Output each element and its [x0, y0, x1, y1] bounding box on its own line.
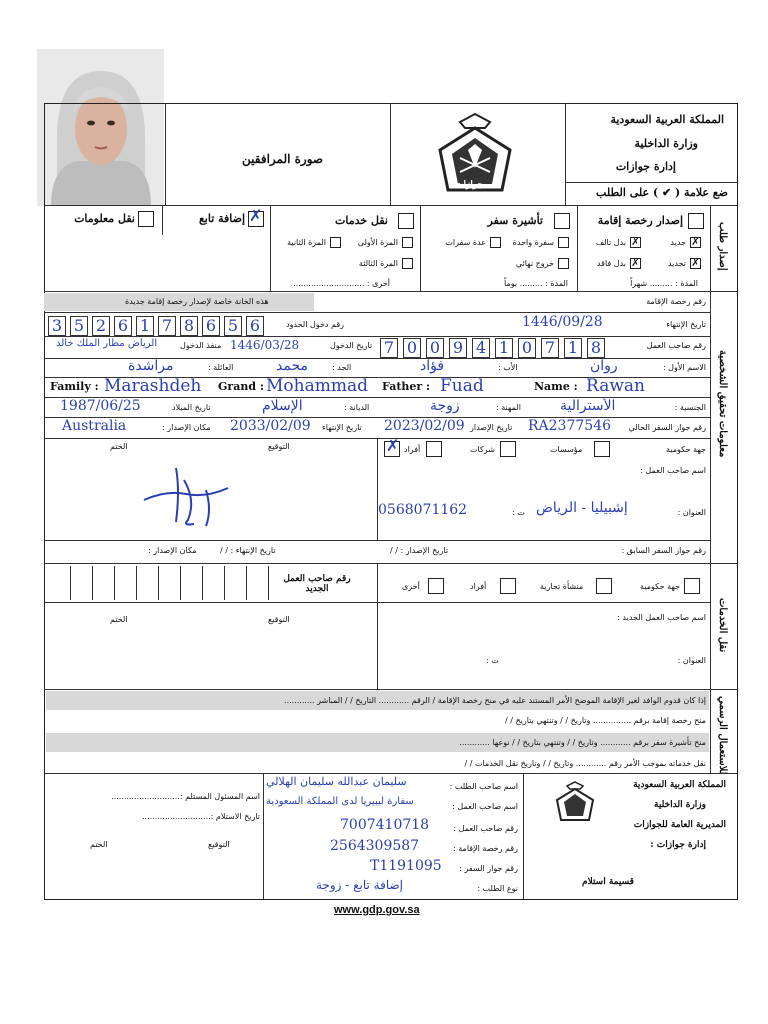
new-employer-name-label: اسم صاحب العمل الجديد :: [617, 613, 706, 622]
receipt-iqama-label: رقم رخصة الإقامة :: [453, 844, 518, 853]
sponsor-inst-checkbox[interactable]: [500, 441, 516, 457]
prev-issue-label: تاريخ الإصدار : / /: [390, 546, 449, 555]
father-en-value: Fuad: [440, 376, 484, 396]
transfer-info-checkbox[interactable]: [138, 211, 154, 227]
receipt-employer-value: سفارة ليبيريا لدى المملكة السعودية: [266, 796, 414, 807]
employer-number-label: رقم صاحب العمل: [646, 341, 706, 350]
new-employer-digits: [48, 566, 270, 600]
receiver-label: اسم المسئول المستلم :...........................: [111, 792, 260, 801]
request-type-label: نوع الطلب :: [477, 884, 518, 893]
sponsor-ind-mark: ✗: [386, 436, 400, 455]
official-line-3: منح تأشيرة سفر برقم ............ وتاريخ / / وتنتهي بتاريخ / / نوعها ............: [459, 738, 706, 747]
digit: 7: [541, 338, 559, 358]
receipt-employer-no-label: رقم صاحب العمل :: [453, 824, 518, 833]
nationality-value: الأسترالية: [560, 398, 616, 414]
iqama-new-label: جديد: [670, 238, 686, 247]
transfer-address-label: العنوان :: [677, 656, 706, 665]
transfer-side-label: نقل الخدمات: [717, 598, 728, 653]
first-name-label: الاسم الأول :: [662, 363, 706, 372]
name-en-value: Rawan: [586, 376, 645, 396]
emblem-caption: جوازات: [455, 180, 484, 190]
iqama-request-label: إصدار رخصة إقامة: [597, 214, 683, 227]
digit: 6: [114, 316, 132, 336]
receipt-passport-label: رقم جواز السفر :: [459, 864, 518, 873]
transfer-services-checkbox[interactable]: [398, 213, 414, 229]
multiple-trips-label: عدة سفرات: [445, 238, 486, 247]
digit: 6: [202, 316, 220, 336]
passport-label: رقم جواز السفر الحالي: [628, 423, 706, 432]
digit: 8: [587, 338, 605, 358]
grandfather-label: الجد :: [332, 363, 352, 372]
receipt-employer-label: اسم صاحب العمل :: [452, 802, 518, 811]
issue-place-value: Australia: [62, 418, 127, 434]
visa-request-label: تأشيرة سفر: [487, 214, 543, 227]
iqama-new-checkbox[interactable]: ✗: [691, 237, 700, 248]
transfer-signature-label: التوقيع: [268, 615, 290, 624]
official-side-label: للاستعمال الرسمي: [717, 696, 728, 775]
department-title: إدارة جوازات: [615, 160, 676, 173]
issue-date-value: 2023/02/09: [384, 418, 465, 434]
profession-label: المهنة :: [496, 403, 521, 412]
prev-passport-label: رقم جواز السفر السابق :: [621, 546, 706, 555]
add-dependent-label: إضافة تابع: [198, 212, 245, 225]
receipt-title: قسيمة استلام: [582, 877, 634, 887]
transfer-other-label: أخرى: [402, 582, 420, 591]
entry-date-label: تاريخ الدخول: [330, 341, 373, 350]
first-time-checkbox[interactable]: [402, 237, 413, 248]
final-exit-label: خروج نهائي: [515, 259, 554, 268]
duration-months-label: المدة : ......... شهراً: [630, 279, 698, 288]
identity-side-label: معلومات تحقيق الشخصية: [717, 350, 728, 458]
entry-date-value: 1446/03/28: [230, 338, 300, 352]
third-time-label: المرة الثالثة: [358, 259, 398, 268]
iqama-number-label: رقم رخصة الإقامة: [646, 297, 706, 306]
third-time-checkbox[interactable]: [402, 258, 413, 269]
footer-website[interactable]: www.gdp.gov.sa: [334, 904, 420, 916]
receipt-ministry: وزارة الداخلية: [654, 800, 706, 810]
sponsor-comp-label: شركات: [470, 445, 495, 454]
family-ar-value: مراشدة: [128, 358, 174, 374]
digit: 5: [224, 316, 242, 336]
kingdom-title: المملكة العربية السعودية: [610, 113, 724, 126]
family-en-label: Family :: [50, 380, 99, 393]
birth-date-value: 1987/06/25: [60, 398, 141, 414]
issue-date-label: تاريخ الإصدار: [470, 423, 513, 432]
single-trip-checkbox[interactable]: [558, 237, 569, 248]
transfer-other-checkbox[interactable]: [428, 578, 444, 594]
receipt-employer-no-value: 7007410718: [340, 817, 430, 833]
entry-port-label: منفذ الدخول: [180, 341, 222, 350]
official-line-1: إذا كان قدوم الوافد لغير الإقامة الموضح الأمر المستند عليه في منح رخصة الإقامة / الرقم ............ التاريخ / / المباشر ............: [284, 696, 706, 705]
digit: 3: [48, 316, 66, 336]
request-side-label: إصدار طلب: [717, 222, 728, 271]
first-name-ar-value: روان: [590, 358, 618, 374]
official-line-2: منح رخصة إقامة برقم ............... وتاريخ / / وتنتهي بتاريخ / /: [504, 716, 706, 725]
other-transfer-label: أخرى : ............................: [293, 279, 390, 288]
receipt-iqama-value: 2564309587: [330, 838, 420, 854]
digit: 1: [136, 316, 154, 336]
name-en-label: Name :: [534, 380, 578, 393]
phone-value: 0568071162: [378, 502, 468, 518]
expiry-label: تاريخ الإنتهاء: [666, 320, 706, 329]
requester-value: سليمان عبدالله سليمان الهلالي: [266, 775, 407, 788]
sponsor-inst-label: مؤسسات: [550, 445, 583, 454]
lost-replacement-label: بدل فاقد: [596, 259, 626, 268]
profession-value: زوجة: [430, 398, 460, 414]
damaged-replacement-checkbox[interactable]: ✗: [631, 237, 640, 248]
sponsor-ind-label: أفراد: [404, 445, 421, 454]
grand-en-value: Mohammad: [266, 376, 368, 396]
first-issue-note: هذه الخانة خاصة لإصدار رخصة إقامة جديدة: [125, 297, 269, 306]
father-label: الأب :: [498, 363, 518, 372]
add-dependent-mark: ✗: [249, 206, 263, 225]
nationality-label: الجنسية :: [674, 403, 706, 412]
passport-value: RA2377546: [528, 418, 612, 434]
digit: 0: [518, 338, 536, 358]
expiry2-value: 2033/02/09: [230, 418, 311, 434]
ministry-title: وزارة الداخلية: [634, 137, 698, 150]
digit: 0: [426, 338, 444, 358]
religion-label: الديانة :: [344, 403, 370, 412]
transfer-gov-label: جهة حكومية: [640, 582, 680, 591]
grandfather-ar-value: محمد: [276, 358, 308, 374]
transfer-individuals-label: أفراد: [470, 582, 487, 591]
family-label: العائلة :: [208, 363, 234, 372]
first-time-label: المرة الأولى: [357, 238, 398, 247]
prev-place-label: مكان الإصدار :: [148, 546, 197, 555]
digit: 5: [70, 316, 88, 336]
entry-port-value: الرياض مطار الملك خالد: [56, 338, 158, 349]
digit: 4: [472, 338, 490, 358]
receipt-department: إدارة جوازات :: [650, 840, 706, 850]
religion-value: الإسلام: [262, 398, 303, 414]
receipt-passport-value: T1191095: [370, 858, 442, 874]
iqama-renew-label: تجديد: [667, 259, 686, 268]
border-number-label: رقم دخول الحدود: [286, 320, 344, 329]
transfer-phone-label: ت :: [486, 656, 499, 665]
official-line-4: نقل خدماته بموجب الأمر رقم ............ وتاريخ / / وتاريخ نقل الخدمات / /: [464, 759, 706, 768]
digit: 9: [449, 338, 467, 358]
transfer-commercial-checkbox[interactable]: [596, 578, 612, 594]
iqama-request-checkbox[interactable]: [688, 213, 704, 229]
lost-replacement-checkbox[interactable]: ✗: [631, 258, 640, 269]
receipt-directorate: المديرية العامة للجوازات: [633, 820, 726, 830]
applicant-signature: [136, 460, 246, 530]
companion-photo-label: صورة المرافقين: [242, 152, 324, 166]
digit: 0: [403, 338, 421, 358]
transfer-services-label: نقل خدمات: [335, 214, 388, 227]
receipt-date-label: تاريخ الاستلام :...........................: [142, 812, 260, 821]
transfer-gov-checkbox[interactable]: [684, 578, 700, 594]
prev-expiry-label: تاريخ الإنتهاء : / /: [220, 546, 276, 555]
receipt-signature-label: التوقيع: [208, 840, 230, 849]
damaged-replacement-label: بدل تالف: [595, 238, 626, 247]
transfer-stamp-label: الختم: [110, 615, 128, 624]
sponsor-name-label: اسم صاحب العمل :: [640, 466, 706, 475]
second-time-label: المرة الثانية: [287, 238, 326, 247]
address-value: إشبيليا - الرياض: [536, 500, 628, 516]
digit: 6: [246, 316, 264, 336]
single-trip-label: سفرة واحدة: [512, 238, 554, 247]
transfer-info-label: نقل معلومات: [74, 212, 135, 225]
digit: 2: [92, 316, 110, 336]
request-type-value: إضافة تابع - زوجة: [316, 878, 404, 892]
expiry2-label: تاريخ الإنتهاء: [322, 423, 362, 432]
stamp-label: الختم: [110, 442, 128, 451]
receipt-emblem: [553, 780, 597, 824]
family-en-value: Marashdeh: [104, 376, 202, 396]
expiry-value: 1446/09/28: [522, 314, 603, 330]
father-ar-value: فؤاد: [420, 358, 445, 374]
tick-instruction: ضع علامة ( ✔ ) على الطلب: [596, 186, 728, 199]
second-time-checkbox[interactable]: [330, 237, 341, 248]
birth-date-label: تاريخ الميلاد: [172, 403, 211, 412]
receipt-stamp-label: الختم: [90, 840, 108, 849]
iqama-renew-checkbox[interactable]: ✗: [691, 258, 700, 269]
receipt-kingdom: المملكة العربية السعودية: [633, 780, 726, 790]
digit: 8: [180, 316, 198, 336]
sponsor-gov-checkbox[interactable]: [594, 441, 610, 457]
final-exit-checkbox[interactable]: [558, 258, 569, 269]
sponsor-comp-checkbox[interactable]: [426, 441, 442, 457]
digit: 7: [380, 338, 398, 358]
sponsor-gov-label: جهة حكومية: [666, 445, 706, 454]
phone-label: ت :: [512, 508, 525, 517]
signature-label: التوقيع: [268, 442, 290, 451]
digit: 7: [158, 316, 176, 336]
digit: 1: [495, 338, 513, 358]
transfer-commercial-label: منشأة تجارية: [540, 582, 584, 591]
visa-request-checkbox[interactable]: [554, 213, 570, 229]
grand-en-label: Grand :: [218, 380, 264, 393]
issue-place-label: مكان الإصدار :: [162, 423, 211, 432]
transfer-individuals-checkbox[interactable]: [500, 578, 516, 594]
multiple-trips-checkbox[interactable]: [490, 237, 501, 248]
digit: 1: [564, 338, 582, 358]
duration-days-label: المدة : ......... يوماً: [504, 279, 568, 288]
address-label: العنوان :: [677, 508, 706, 517]
father-en-label: Father :: [382, 380, 431, 393]
requester-label: اسم صاحب الطلب :: [449, 782, 518, 791]
new-employer-number-label: رقم صاحب العمل الجديد: [283, 574, 351, 594]
